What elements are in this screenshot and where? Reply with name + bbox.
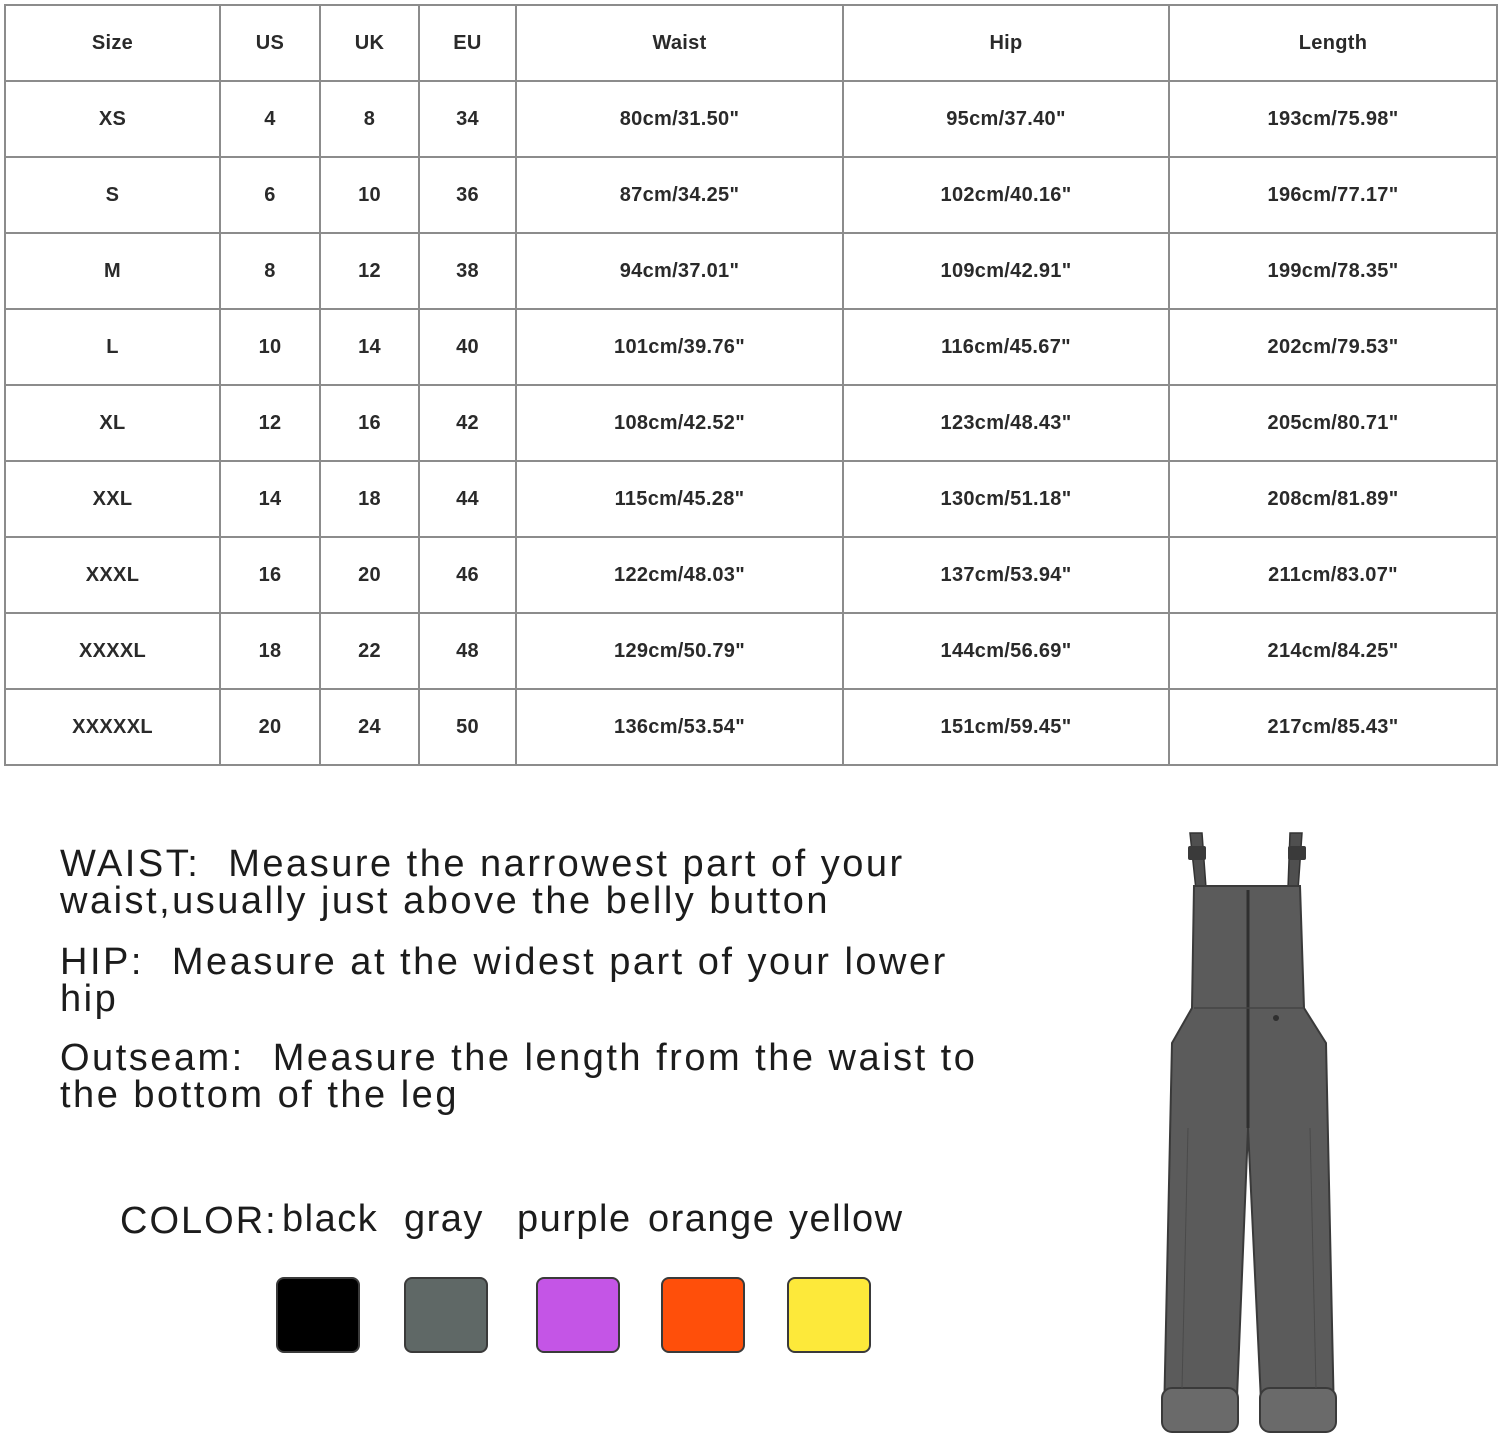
cell-length: 214cm/84.25" xyxy=(1169,613,1497,689)
outseam-instruction xyxy=(60,1037,1040,1116)
cell-size: S xyxy=(5,157,220,233)
cell-length: 199cm/78.35" xyxy=(1169,233,1497,309)
waist-label: WAIST: xyxy=(60,843,201,885)
cell-size: M xyxy=(5,233,220,309)
cell-hip: 144cm/56.69" xyxy=(843,613,1169,689)
header-eu: EU xyxy=(419,5,516,81)
bib-overalls-icon xyxy=(1150,828,1350,1448)
header-length: Length xyxy=(1169,5,1497,81)
cell-eu: 40 xyxy=(419,309,516,385)
cell-waist: 129cm/50.79" xyxy=(516,613,843,689)
cell-eu: 46 xyxy=(419,537,516,613)
header-us: US xyxy=(220,5,320,81)
cell-eu: 44 xyxy=(419,461,516,537)
outseam-label: Outseam: xyxy=(60,1037,245,1079)
cell-hip: 95cm/37.40" xyxy=(843,81,1169,157)
header-size: Size xyxy=(5,5,220,81)
cell-size: XS xyxy=(5,81,220,157)
cell-uk: 22 xyxy=(320,613,419,689)
cell-length: 202cm/79.53" xyxy=(1169,309,1497,385)
waist-text: Measure the narrowest part of your waist,usually just above the belly button xyxy=(60,843,905,922)
cell-uk: 18 xyxy=(320,461,419,537)
cell-uk: 14 xyxy=(320,309,419,385)
color-name-purple: purple xyxy=(517,1198,632,1240)
size-table-row xyxy=(5,157,1497,233)
hip-instruction xyxy=(60,941,960,1020)
waist-instruction xyxy=(60,843,1020,922)
cell-us: 20 xyxy=(220,689,320,765)
size-table-row xyxy=(5,689,1497,765)
cell-hip: 130cm/51.18" xyxy=(843,461,1169,537)
size-table-row xyxy=(5,461,1497,537)
cell-us: 8 xyxy=(220,233,320,309)
cell-eu: 42 xyxy=(419,385,516,461)
cell-uk: 10 xyxy=(320,157,419,233)
hip-text: Measure at the widest part of your lower hip xyxy=(60,941,948,1020)
cell-length: 196cm/77.17" xyxy=(1169,157,1497,233)
cell-waist: 136cm/53.54" xyxy=(516,689,843,765)
overalls-left-cuff xyxy=(1162,1388,1238,1432)
cell-size: XL xyxy=(5,385,220,461)
overalls-left-strap xyxy=(1190,833,1206,890)
cell-hip: 137cm/53.94" xyxy=(843,537,1169,613)
overalls-right-strap xyxy=(1288,833,1302,890)
color-title: COLOR: xyxy=(120,1200,278,1242)
size-table-header-row xyxy=(5,5,1497,81)
header-waist: Waist xyxy=(516,5,843,81)
size-table-row xyxy=(5,309,1497,385)
cell-uk: 24 xyxy=(320,689,419,765)
cell-waist: 101cm/39.76" xyxy=(516,309,843,385)
cell-us: 6 xyxy=(220,157,320,233)
cell-length: 193cm/75.98" xyxy=(1169,81,1497,157)
cell-waist: 80cm/31.50" xyxy=(516,81,843,157)
cell-eu: 34 xyxy=(419,81,516,157)
color-name-gray: gray xyxy=(404,1198,484,1240)
cell-uk: 8 xyxy=(320,81,419,157)
cell-hip: 116cm/45.67" xyxy=(843,309,1169,385)
size-table-row xyxy=(5,537,1497,613)
cell-us: 16 xyxy=(220,537,320,613)
cell-waist: 115cm/45.28" xyxy=(516,461,843,537)
cell-uk: 20 xyxy=(320,537,419,613)
size-table-row xyxy=(5,233,1497,309)
cell-eu: 48 xyxy=(419,613,516,689)
cell-length: 217cm/85.43" xyxy=(1169,689,1497,765)
size-table-row xyxy=(5,613,1497,689)
color-name-yellow: yellow xyxy=(789,1198,904,1240)
cell-waist: 108cm/42.52" xyxy=(516,385,843,461)
overalls-right-buckle xyxy=(1288,846,1306,860)
swatch-gray[interactable] xyxy=(404,1277,488,1353)
cell-eu: 36 xyxy=(419,157,516,233)
header-hip: Hip xyxy=(843,5,1169,81)
cell-size: XXL xyxy=(5,461,220,537)
cell-us: 4 xyxy=(220,81,320,157)
swatch-black[interactable] xyxy=(276,1277,360,1353)
cell-us: 10 xyxy=(220,309,320,385)
cell-us: 12 xyxy=(220,385,320,461)
cell-size: XXXL xyxy=(5,537,220,613)
cell-length: 211cm/83.07" xyxy=(1169,537,1497,613)
cell-waist: 94cm/37.01" xyxy=(516,233,843,309)
cell-length: 205cm/80.71" xyxy=(1169,385,1497,461)
cell-hip: 151cm/59.45" xyxy=(843,689,1169,765)
swatch-purple[interactable] xyxy=(536,1277,620,1353)
cell-uk: 12 xyxy=(320,233,419,309)
size-table-row xyxy=(5,385,1497,461)
color-name-black: black xyxy=(282,1198,379,1240)
cell-size: L xyxy=(5,309,220,385)
cell-waist: 122cm/48.03" xyxy=(516,537,843,613)
cell-size: XXXXXL xyxy=(5,689,220,765)
cell-hip: 123cm/48.43" xyxy=(843,385,1169,461)
swatch-orange[interactable] xyxy=(661,1277,745,1353)
color-name-orange: orange xyxy=(648,1198,776,1240)
cell-us: 14 xyxy=(220,461,320,537)
cell-hip: 102cm/40.16" xyxy=(843,157,1169,233)
overalls-right-cuff xyxy=(1260,1388,1336,1432)
cell-waist: 87cm/34.25" xyxy=(516,157,843,233)
overalls-button xyxy=(1273,1015,1279,1021)
hip-label: HIP: xyxy=(60,941,144,983)
cell-uk: 16 xyxy=(320,385,419,461)
header-uk: UK xyxy=(320,5,419,81)
cell-hip: 109cm/42.91" xyxy=(843,233,1169,309)
overalls-left-buckle xyxy=(1188,846,1206,860)
swatch-yellow[interactable] xyxy=(787,1277,871,1353)
cell-us: 18 xyxy=(220,613,320,689)
cell-size: XXXXL xyxy=(5,613,220,689)
cell-length: 208cm/81.89" xyxy=(1169,461,1497,537)
cell-eu: 50 xyxy=(419,689,516,765)
outseam-text: Measure the length from the waist to the bottom of the leg xyxy=(60,1037,978,1116)
size-chart-table xyxy=(4,4,1498,766)
cell-eu: 38 xyxy=(419,233,516,309)
size-table-row xyxy=(5,81,1497,157)
